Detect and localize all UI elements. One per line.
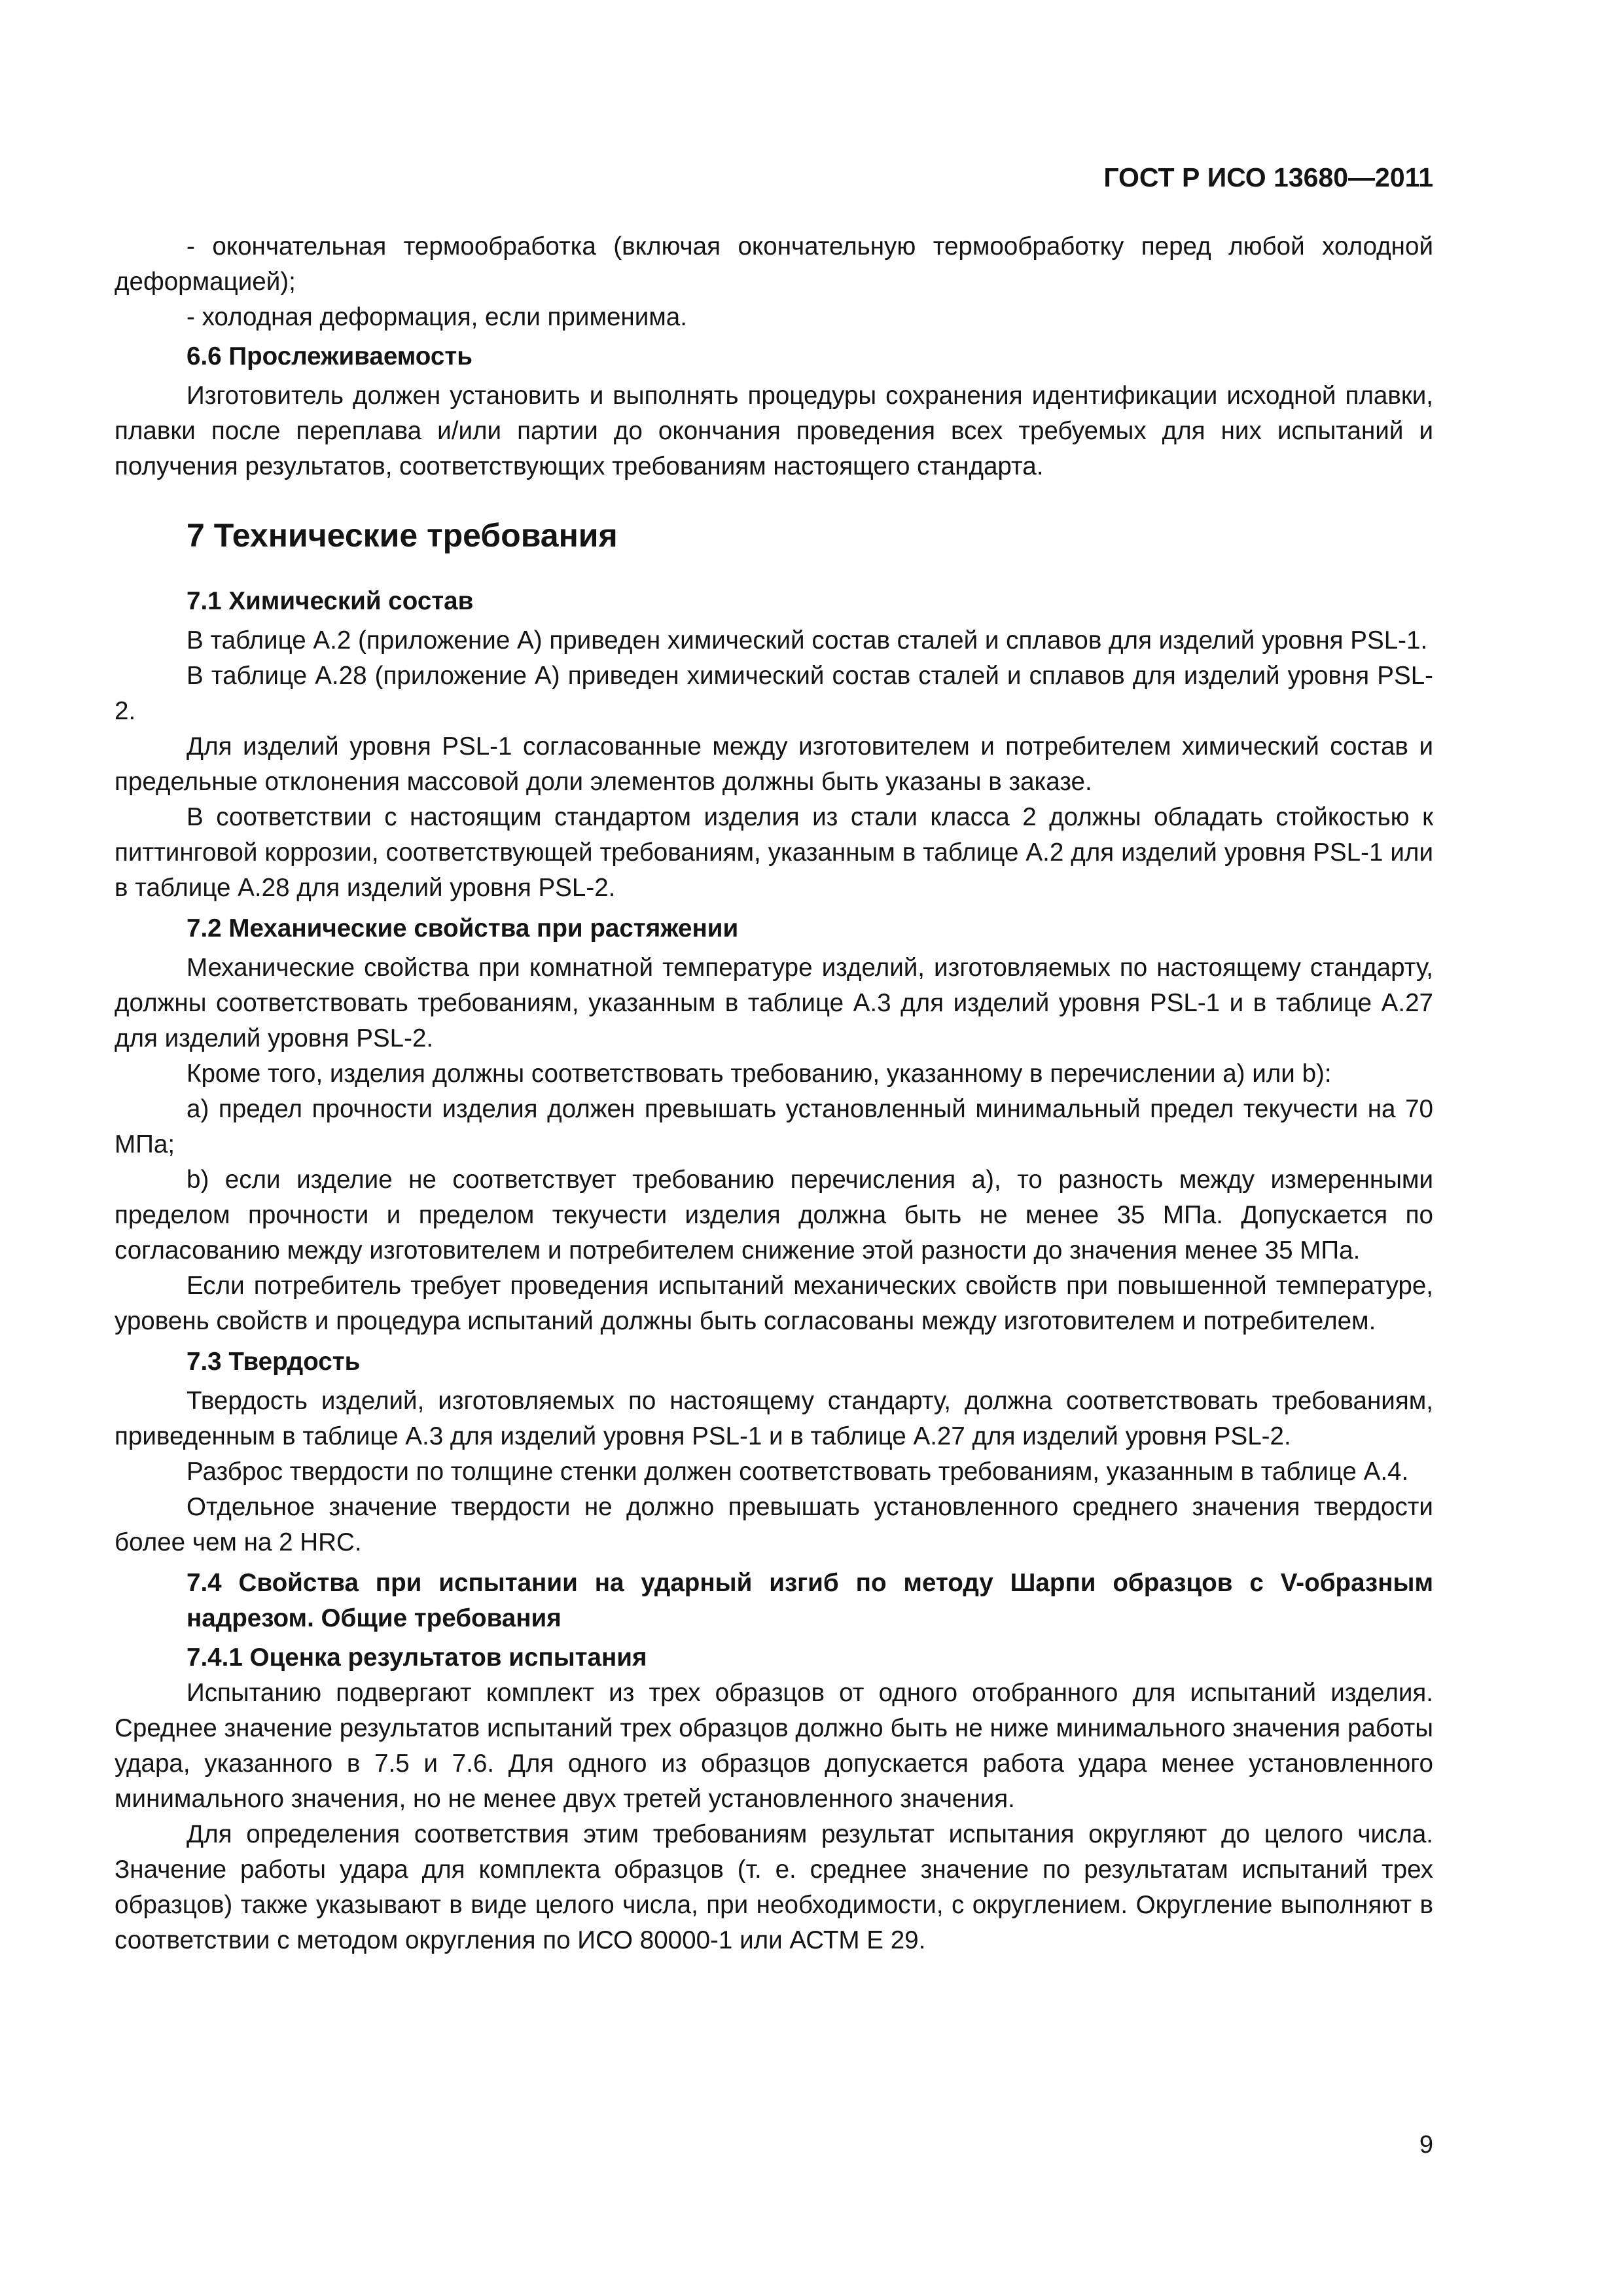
document-body: [115, 229, 1433, 1958]
paragraph: В таблице А.28 (приложение А) приведен химический состав сталей и сплавов для изделий уровня PSL-2.: [115, 662, 1433, 725]
paragraph: Для изделий уровня PSL-1 согласованные между изготовителем и потребителем химический состав и предельные отклонения массовой доли элементов должны быть указаны в заказе.: [115, 732, 1433, 796]
paragraph: - окончательная термообработка (включая окончательную термообработку перед любой холодной деформацией);: [115, 232, 1433, 296]
paragraph: В таблице А.2 (приложение А) приведен химический состав сталей и сплавов для изделий уровня PSL-1.: [187, 626, 1428, 655]
paragraph: - холодная деформация, если применима.: [187, 303, 687, 331]
paragraph: Испытанию подвергают комплект из трех образцов от одного отобранного для испытаний изделия. Среднее значение результатов испытаний трех образцов должно быть не ниже минимального значения работы удара, указанного в 7.5 и 7.6. Для одного из образцов допускается работа удара менее установленного минимального значения, но не менее двух третей установленного значения.: [115, 1679, 1433, 1813]
paragraph: Изготовитель должен установить и выполнять процедуры сохранения идентификации исходной плавки, плавки после переплава и/или партии до окончания проведения всех требуемых для них испытаний и получения результатов, соответствующих требованиям настоящего стандарта.: [115, 382, 1433, 480]
section-7-1-title: 7.1 Химический состав: [187, 587, 474, 615]
paragraph: Твердость изделий, изготовляемых по настоящему стандарту, должна соответствовать требованиям, приведенным в таблице А.3 для изделий уровня PSL-1 и в таблице А.27 для изделий уровня PSL-2.: [115, 1387, 1433, 1450]
section-7-3-title: 7.3 Твердость: [187, 1348, 361, 1376]
document-header: ГОСТ Р ИСО 13680—2011: [1103, 162, 1433, 192]
section-7-title: 7 Технические требования: [187, 517, 618, 554]
paragraph: Механические свойства при комнатной температуре изделий, изготовляемых по настоящему стандарту, должны соответствовать требованиям, указанным в таблице А.3 для изделий уровня PSL-1 и в таблице А.27 для изделий уровня PSL-2.: [115, 954, 1433, 1052]
paragraph: Для определения соответствия этим требованиям результат испытания округляют до целого числа. Значение работы удара для комплекта образцов (т. е. среднее значение по результатам испытаний трех образцов) также указывают в виде целого числа, при необходимости, с округлением. Округление выполняют в соответствии с методом округления по ИСО 80000-1 или АСТМ Е 29.: [115, 1820, 1433, 1954]
paragraph: Разброс твердости по толщине стенки должен соответствовать требованиям, указанным в таблице А.4.: [187, 1458, 1409, 1486]
paragraph: Кроме того, изделия должны соответствовать требованию, указанному в перечислении а) или b):: [187, 1060, 1332, 1088]
paragraph: Если потребитель требует проведения испытаний механических свойств при повышенной температуре, уровень свойств и процедура испытаний должны быть согласованы между изготовителем и потребителем.: [115, 1272, 1433, 1335]
section-7-4-1-title: 7.4.1 Оценка результатов испытания: [187, 1643, 647, 1672]
paragraph: Отдельное значение твердости не должно превышать установленного среднего значения твердости более чем на 2 HRC.: [115, 1493, 1433, 1556]
document-page: [115, 0, 1433, 2296]
section-7-4-title: 7.4 Свойства при испытании на ударный изгиб по методу Шарпи образцов с V-образным надрезом. Общие требования: [187, 1569, 1433, 1632]
section-6-6-title: 6.6 Прослеживаемость: [187, 342, 473, 370]
list-item-a: а) предел прочности изделия должен превышать установленный минимальный предел текучести на 70 МПа;: [115, 1095, 1433, 1158]
paragraph: В соответствии с настоящим стандартом изделия из стали класса 2 должны обладать стойкостью к питтинговой коррозии, соответствующей требованиям, указанным в таблице А.2 для изделий уровня PSL-1 или в таблице А.28 для изделий уровня PSL-2.: [115, 803, 1433, 902]
list-item-b: b) если изделие не соответствует требованию перечисления а), то разность между измеренными пределом прочности и пределом текучести изделия должна быть не менее 35 МПа. Допускается по согласованию между изготовителем и потребителем снижение этой разности до значения менее 35 МПа.: [115, 1166, 1433, 1265]
section-7-2-title: 7.2 Механические свойства при растяжении: [187, 914, 739, 942]
page-number: 9: [1419, 2131, 1433, 2159]
